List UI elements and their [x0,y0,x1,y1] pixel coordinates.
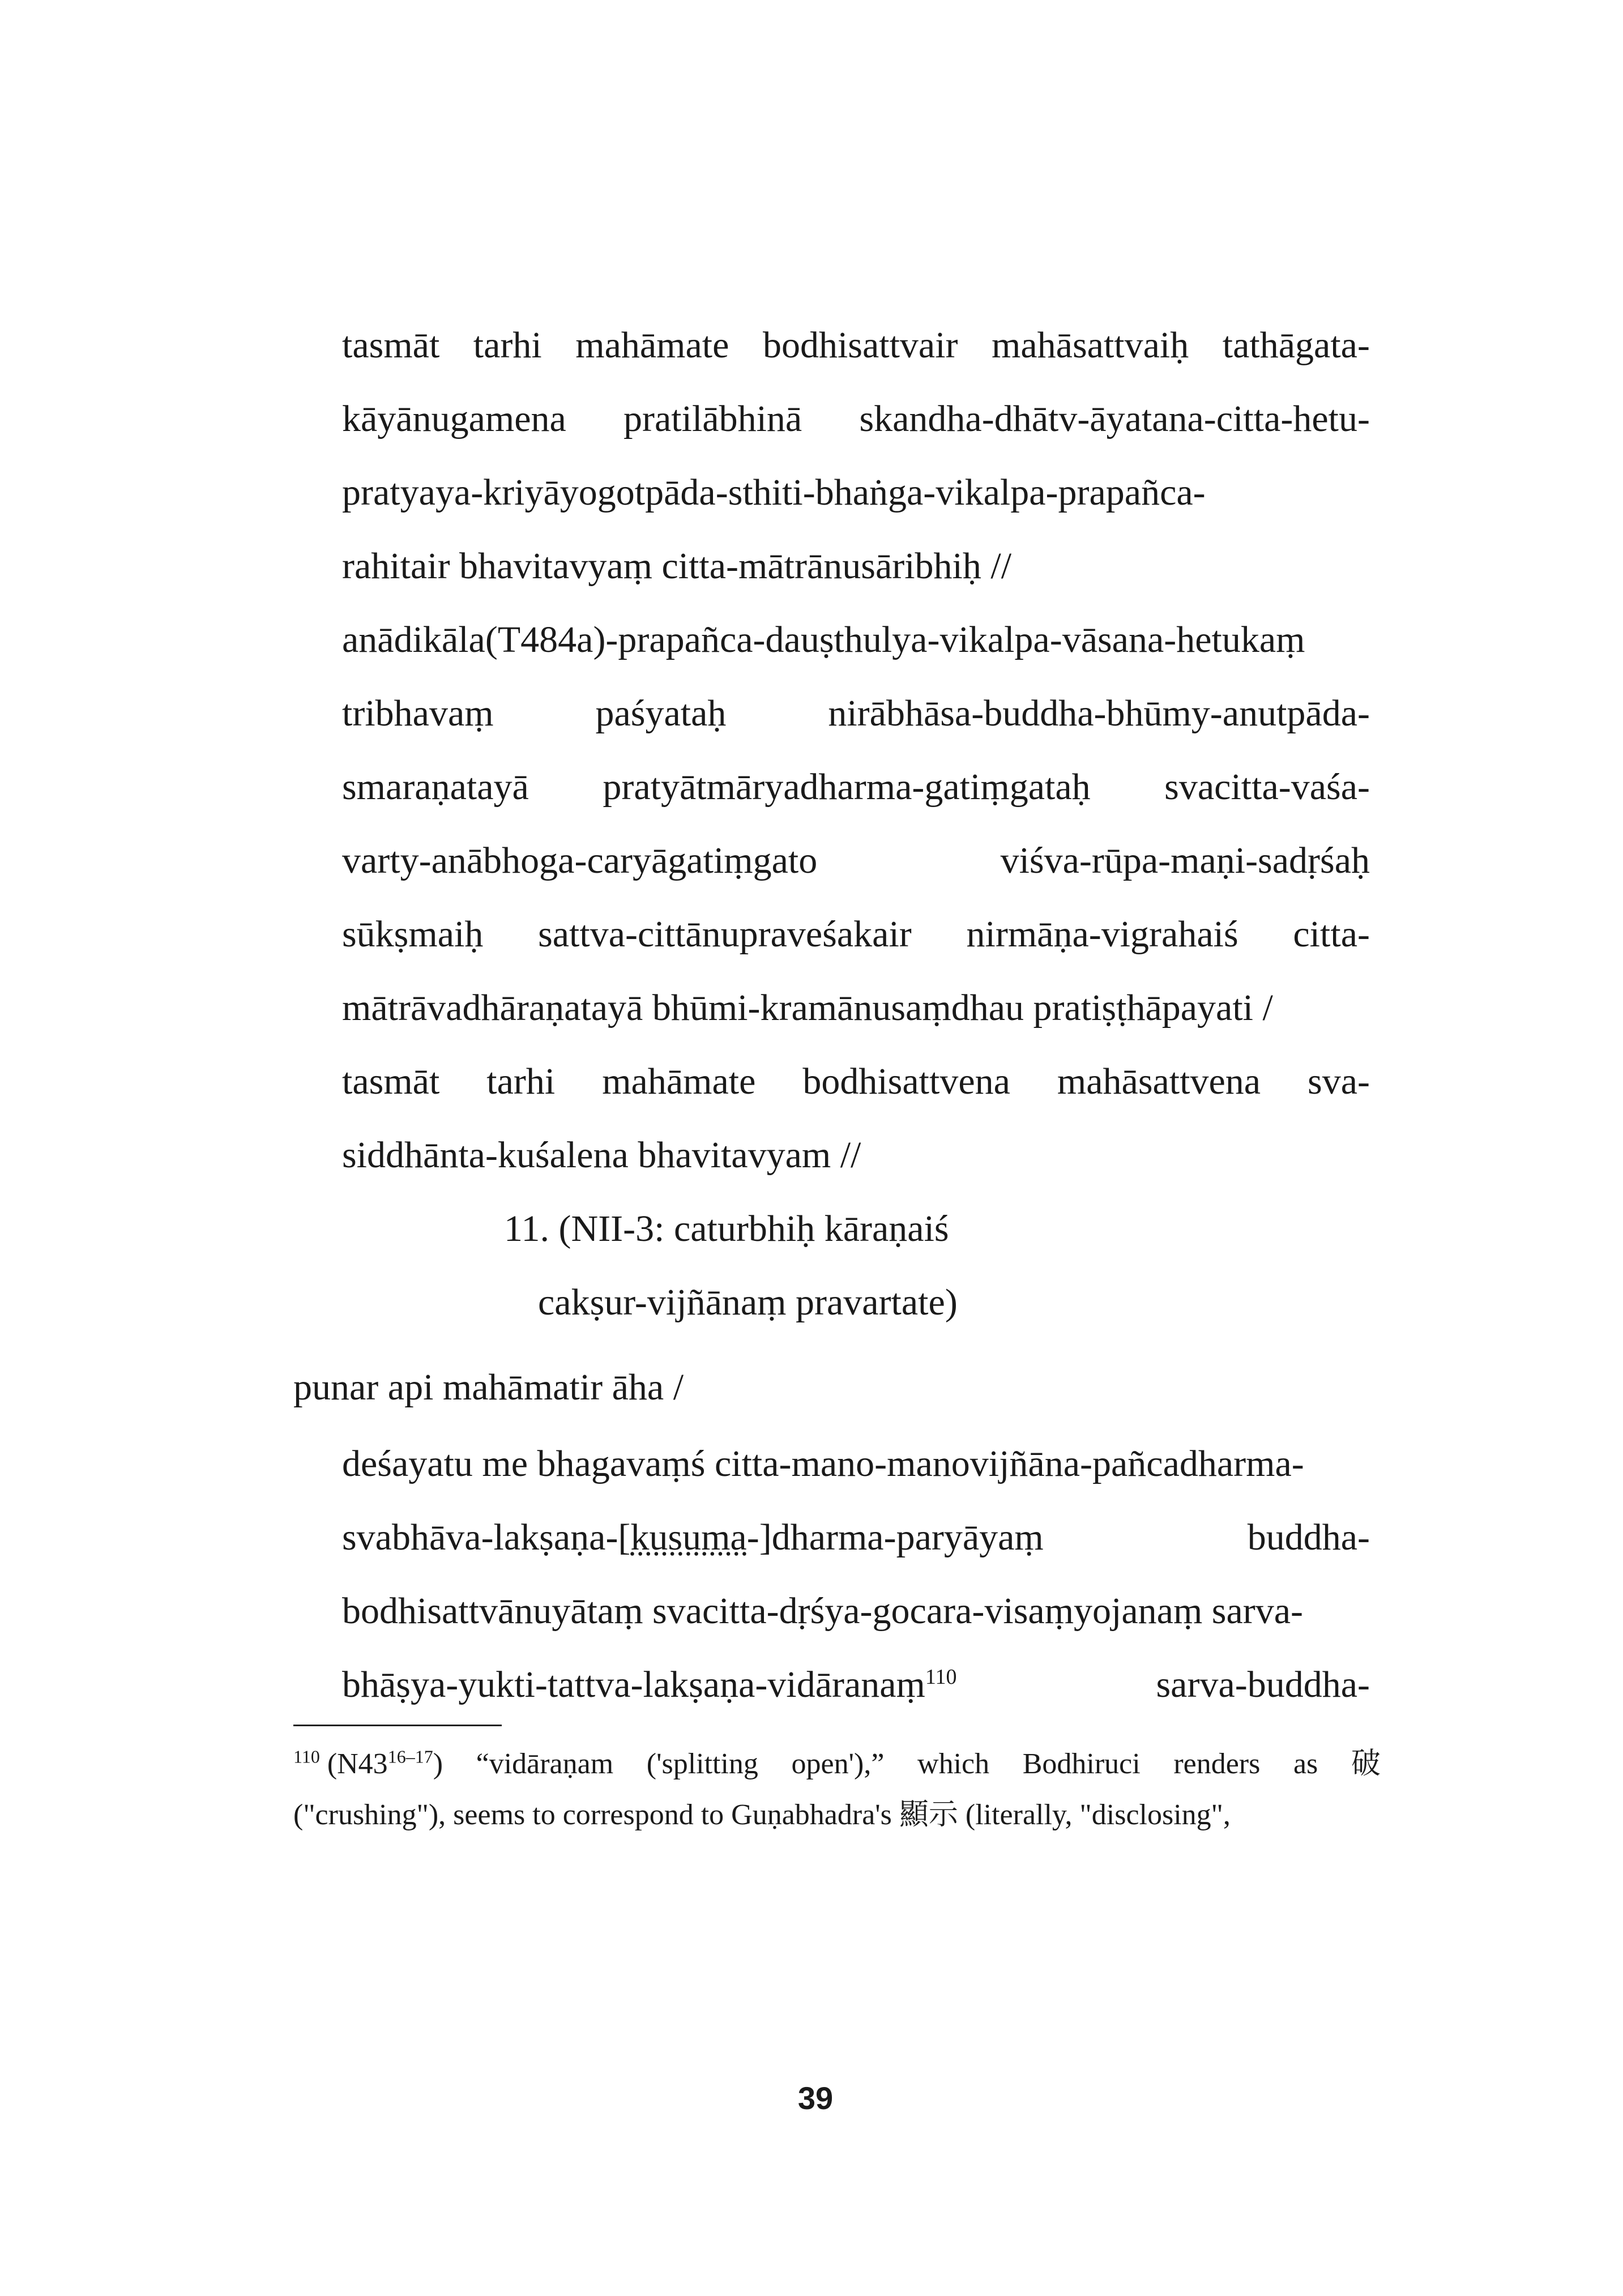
text-line: svabhāva-lakṣaṇa-[kusuma-]dharma-paryāyaṃ buddha- [342,1517,1370,1558]
text-line: varty-anābhoga-caryāgatiṃgato viśva-rūpa-maṇi-sadṛśaḥ [342,840,1370,881]
text-line: anādikāla(T484a)-prapañca-dauṣthulya-vikalpa-vāsana-hetukaṃ [342,619,1305,660]
text-line: deśayatu me bhagavaṃś citta-mano-manovijñāna-pañcadharma- [342,1443,1304,1484]
text-line: smaraṇatayā pratyātmāryadharma-gatiṃgataḥ svacitta-vaśa- [342,766,1370,808]
text-line: bhāṣya-yukti-tattva-lakṣaṇa-vidāranaṃ$^{110}$ sarva-buddha- [342,1664,1370,1705]
section-heading-line-1: 11. (NII-3: caturbhiḥ kāraṇaiś [504,1208,949,1249]
text-line: mātrāvadhāraṇatayā bhūmi-kramānusaṃdhau pratiṣṭhāpayati / [342,987,1273,1028]
text-line: tribhavaṃ paśyataḥ nirābhāsa-buddha-bhūmy-anutpāda- [342,693,1370,734]
text-line: kāyānugamena pratilābhinā skandha-dhātv-āyatana-citta-hetu- [342,398,1370,439]
text-line: tasmāt tarhi mahāmate bodhisattvena mahāsattvena sva- [342,1061,1370,1102]
footnote-line: $^{110}$ (N43$^{16-17}$) “vidāraṇam ('splitting open'),” which Bodhiruci renders as 破 [293,1746,1381,1780]
footnote-reference[interactable]: 110 [925,1665,957,1689]
page-number: 39 [797,2080,834,2116]
text-line: tasmāt tarhi mahāmate bodhisattvair mahāsattvaiḥ tathāgata- [342,325,1370,366]
footnote-number: 110 [293,1746,320,1767]
footnote-line: ("crushing"), seems to correspond to Guṇabhadra's 顯示 (literally, "disclosing", [293,1799,1231,1831]
text-line: sūkṣmaiḥ sattva-cittānupraveśakair nirmāṇa-vigrahaiś citta- [342,914,1370,955]
text-line: pratyaya-kriyāyogotpāda-sthiti-bhaṅga-vikalpa-prapañca- [342,472,1206,513]
text-line: rahitair bhavitavyaṃ citta-mātrānusāribhiḥ // [342,545,1012,587]
speaker-line: punar api mahāmatir āha / [293,1367,684,1408]
footnote-divider [293,1725,502,1726]
text-line: siddhānta-kuśalena bhavitavyam // [342,1134,861,1176]
section-heading-line-2: cakṣur-vijñānaṃ pravartate) [538,1282,958,1323]
emended-word: kusuma [630,1517,747,1558]
text-line: bodhisattvānuyātaṃ svacitta-dṛśya-gocara-visaṃyojanaṃ sarva- [342,1590,1304,1632]
